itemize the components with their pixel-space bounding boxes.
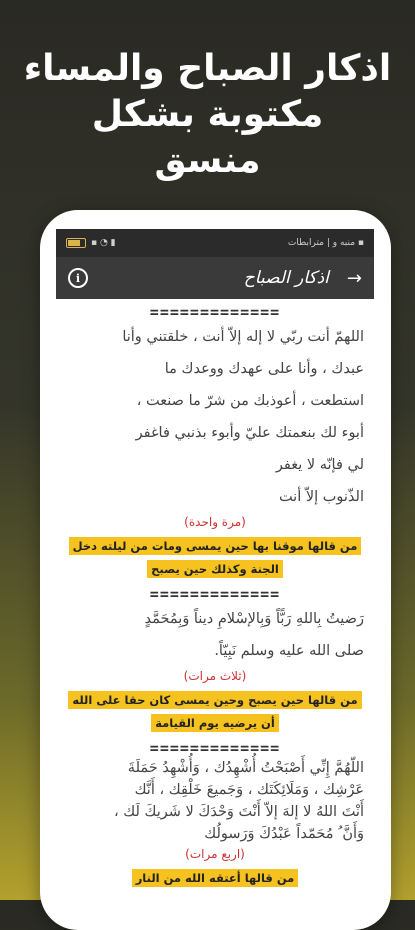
dhikr-line: استطعت ، أعوذبك من شرّ ما صنعت ، (136, 393, 364, 409)
merit-highlight: من قالها موقنا بها حين يمسى ومات من ليلته دخل الجنة وكذلك حين يصبح (69, 537, 362, 578)
separator: ============= (149, 303, 281, 321)
separator: ============= (149, 585, 281, 603)
app-bar (56, 257, 374, 299)
app-screen (56, 229, 374, 900)
status-icons (66, 238, 116, 248)
app-bar-right (244, 268, 362, 289)
battery-icon (66, 238, 86, 248)
repeat-count: (اربع مرات) (185, 847, 245, 861)
headline-line-1: اذكار الصباح والمساء (23, 48, 392, 89)
merit-highlight: من قالها حين يصبح وحين يمسى كان حقا على الله أن يرضيه يوم القيامة (68, 691, 361, 732)
adhkar-content (56, 299, 374, 888)
dhikr-line: لي فإنّه لا يغفر (275, 457, 364, 473)
promo-headline (0, 46, 415, 184)
headline-line-3: منسق (154, 140, 261, 181)
dhikr-line: رَضيتُ بِاللهِ رَبًّاً وَبِالإسْلامِ ديناً وَبِمُحَمَّدٍ (144, 611, 364, 627)
dhikr-line: أبوء لك بنعمتك عليّ وأبوء بذنبي فاغفر (135, 425, 364, 441)
dhikr-line: الذّنوب إلاّ أنت (278, 489, 364, 505)
signal-icons: ▪ ◔ ▮ (91, 238, 116, 248)
separator: ============= (149, 739, 281, 757)
arrow-right-icon[interactable]: → (346, 267, 362, 289)
dhikr-line: عبدك ، وأنا على عهدك ووعدك ما (164, 361, 364, 377)
dhikr-text (66, 321, 364, 513)
status-bar (56, 229, 374, 257)
dhikr-line: وَأَنَّ ُ مُحَمّداً عَبْدُكَ وَرَسولُك (204, 826, 364, 842)
page-title: اذكار الصباح (243, 268, 329, 288)
dhikr-line: أَنْتَ اللهُ لا إلهَ إلاّ أَنْتَ وَحْدَكَ لا شَريكَ لَك ، (113, 804, 364, 820)
merit-highlight: من قالها أعتقه الله من النار (132, 869, 299, 887)
info-icon[interactable]: i (68, 268, 88, 288)
headline-line-2: مكتوبة بشكل (91, 94, 324, 135)
dhikr-text (66, 603, 364, 667)
dhikr-line: اللهمّ أنت ربّي لا إله إلاّ أنت ، خلقتني وأنا (122, 329, 364, 345)
repeat-count: (ثلاث مرات) (183, 669, 247, 683)
dhikr-line: صلى الله عليه وسلم نَبِيّاً. (214, 643, 364, 659)
repeat-count: (مرة واحدة) (184, 515, 246, 529)
dhikr-line: عَرْشِك ، وَمَلَائِكَتَك ، وَجَميعَ خَلْقِك ، أَنَّك (134, 782, 364, 798)
dhikr-text (66, 757, 364, 845)
dhikr-line: اللّهُمَّ إِنِّي أَصْبَحْتُ أُشْهِدُك ، وَأُشْهِدُ حَمَلَةَ (127, 760, 364, 776)
status-notifications: منبه و | مترابطات ▪ (287, 238, 364, 248)
